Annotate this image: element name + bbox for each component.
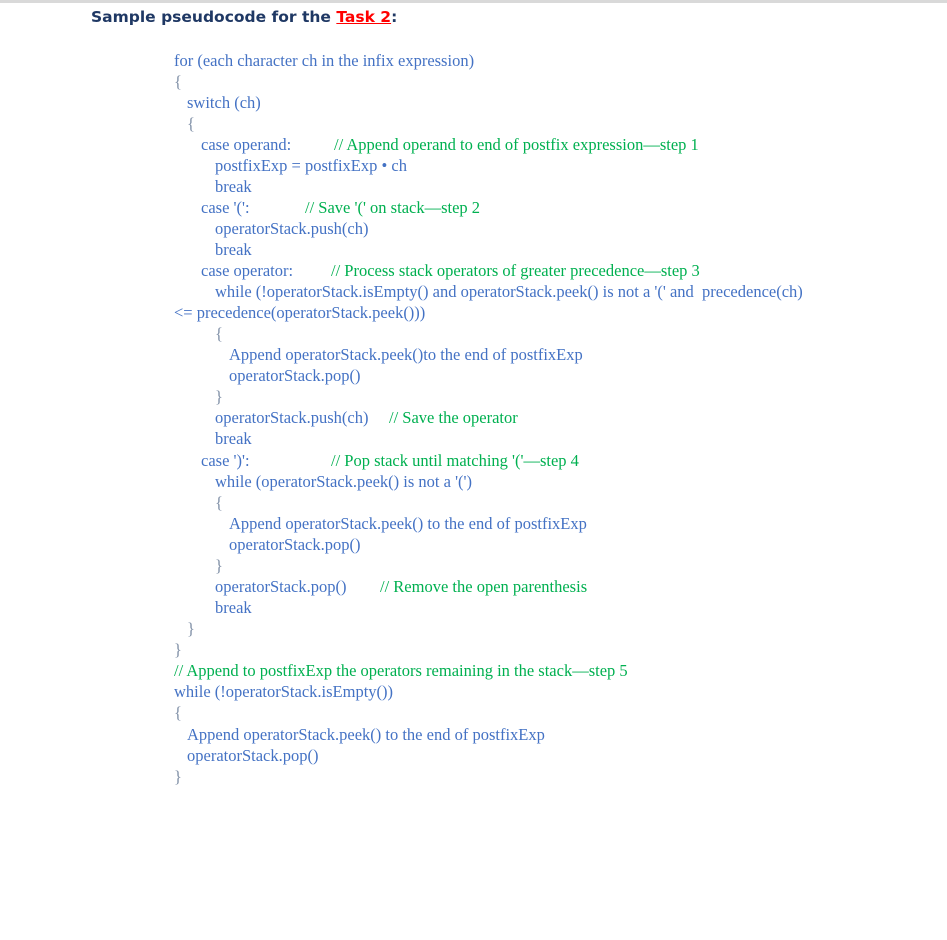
pop-line: operatorStack.pop() — [229, 535, 361, 554]
while-precedence-line: while (!operatorStack.isEmpty() and operatorStack.peek() is not a '(' and precedence(ch) — [215, 282, 803, 301]
while-precedence-continuation: <= precedence(operatorStack.peek())) — [174, 303, 426, 322]
close-brace: } — [174, 640, 182, 659]
close-brace: } — [215, 556, 223, 575]
pop-remove-line: operatorStack.pop() — [215, 577, 347, 596]
append-peek-line: Append operatorStack.peek() to the end of postfixExp — [187, 725, 545, 744]
task-2-link[interactable]: Task 2 — [336, 8, 392, 26]
heading-suffix: : — [391, 8, 398, 26]
close-brace: } — [187, 619, 195, 638]
postfix-append-line: postfixExp = postfixExp • ch — [215, 156, 407, 175]
case-open-paren-line: case '(': — [201, 198, 250, 217]
while-not-empty-line: while (!operatorStack.isEmpty()) — [174, 682, 394, 701]
open-brace: { — [187, 114, 195, 133]
remove-paren-comment: // Remove the open parenthesis — [380, 577, 588, 596]
while-not-open-line: while (operatorStack.peek() is not a '(') — [215, 472, 473, 491]
for-loop-line: for (each character ch in the infix expression) — [174, 51, 475, 70]
case-close-paren-line: case ')': — [201, 451, 250, 470]
switch-line: switch (ch) — [187, 93, 261, 112]
push-ch-line: operatorStack.push(ch) — [215, 219, 369, 238]
open-brace: { — [174, 703, 182, 722]
case-operand-line: case operand: — [201, 135, 292, 154]
step2-comment: // Save '(' on stack—step 2 — [305, 198, 481, 217]
open-brace: { — [174, 72, 182, 91]
pop-line: operatorStack.pop() — [187, 746, 319, 765]
case-operator-line: case operator: — [201, 261, 294, 280]
append-peek-line: Append operatorStack.peek() to the end of postfixExp — [229, 514, 587, 533]
break-line: break — [215, 429, 252, 448]
push-operator-line: operatorStack.push(ch) — [215, 408, 369, 427]
close-brace: } — [215, 387, 223, 406]
break-line: break — [215, 598, 252, 617]
break-line: break — [215, 240, 252, 259]
step3-comment: // Process stack operators of greater precedence—step 3 — [331, 261, 700, 280]
open-brace: { — [215, 324, 223, 343]
pop-line: operatorStack.pop() — [229, 366, 361, 385]
open-brace: { — [215, 493, 223, 512]
step1-comment: // Append operand to end of postfix expression—step 1 — [334, 135, 699, 154]
step4-comment: // Pop stack until matching '('—step 4 — [331, 451, 579, 470]
append-peek-line: Append operatorStack.peek()to the end of postfixExp — [229, 345, 583, 364]
step5-comment: // Append to postfixExp the operators remaining in the stack—step 5 — [174, 661, 628, 680]
break-line: break — [215, 177, 252, 196]
save-operator-comment: // Save the operator — [389, 408, 518, 427]
close-brace: } — [174, 767, 182, 786]
heading-prefix: Sample pseudocode for the — [91, 8, 337, 26]
